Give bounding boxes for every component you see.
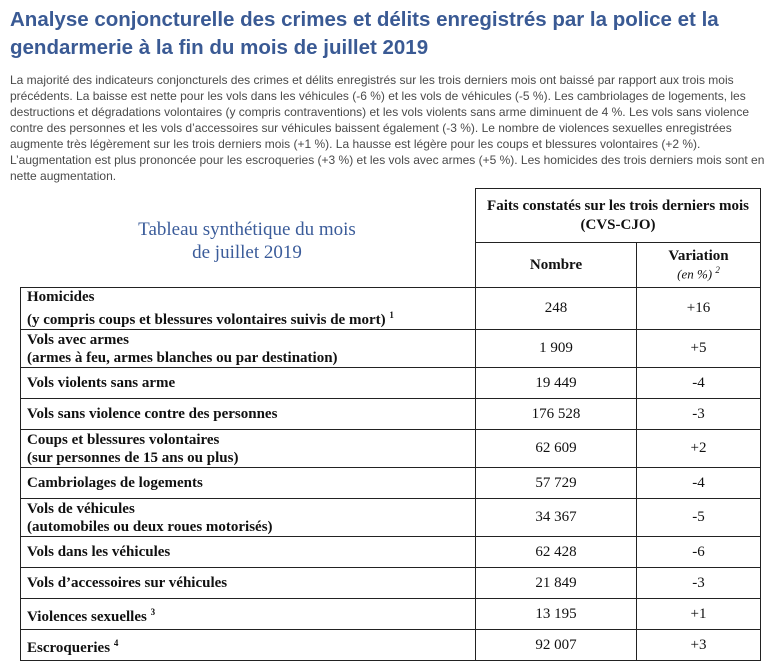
row-count: 21 849 (476, 568, 637, 599)
row-label (21, 430, 476, 468)
row-label-line1: Homicides (27, 289, 95, 305)
table-row (21, 599, 761, 630)
group-header: Faits constatés sur les trois derniers mois (CVS-CJO) (476, 189, 761, 243)
row-label (21, 630, 476, 661)
column-header-count (476, 243, 637, 288)
row-label (21, 288, 476, 330)
row-label (21, 330, 476, 368)
row-label-line1: Vols d’accessoires sur véhicules (27, 575, 228, 591)
row-variation: -3 (637, 399, 761, 430)
row-count: 1 909 (476, 330, 637, 368)
row-count: 57 729 (476, 468, 637, 499)
table-row (21, 399, 761, 430)
table-row (21, 537, 761, 568)
row-label-line1: Vols avec armes (27, 331, 129, 348)
row-label-line1: Violences sexuelles (27, 608, 147, 625)
row-label (21, 468, 476, 499)
row-variation: +2 (637, 430, 761, 468)
row-variation: +5 (637, 330, 761, 368)
row-label (21, 568, 476, 599)
table-caption-line2: de juillet 2019 (192, 242, 302, 263)
row-label (21, 368, 476, 399)
row-count: 62 428 (476, 537, 637, 568)
row-count: 176 528 (476, 399, 637, 430)
row-count: 248 (476, 288, 637, 330)
row-label-line2: (y compris coups et blessures volontaires suivis de mort) (27, 312, 386, 328)
row-label (21, 499, 476, 537)
row-label (21, 399, 476, 430)
column-header-variation-label: Variation (668, 247, 729, 264)
page-title: Analyse conjoncturelle des crimes et délits enregistrés par la police et la gendarmerie à la fin du mois de juillet 2019 (10, 8, 719, 59)
row-count: 34 367 (476, 499, 637, 537)
row-label-line1: Vols sans violence contre des personnes (27, 406, 278, 422)
row-variation: -4 (637, 468, 761, 499)
row-label-line2: (automobiles ou deux roues motorisés) (27, 518, 273, 535)
row-count: 19 449 (476, 368, 637, 399)
row-label-line1: Vols dans les véhicules (27, 544, 171, 560)
row-variation: -3 (637, 568, 761, 599)
variation-unit-text: (en %) (677, 266, 713, 282)
row-label (21, 599, 476, 630)
blank-cell (21, 243, 476, 288)
blank-cell (21, 189, 476, 243)
row-variation: -4 (637, 368, 761, 399)
row-label-line1: Escroqueries (27, 639, 111, 656)
footnote-marker: 2 (715, 264, 720, 275)
row-label-line2: (sur personnes de 15 ans ou plus) (27, 449, 239, 466)
row-variation: -6 (637, 537, 761, 568)
summary-table (20, 188, 761, 661)
table-row (21, 330, 761, 368)
row-count: 92 007 (476, 630, 637, 661)
row-count: 13 195 (476, 599, 637, 630)
table-row (21, 430, 761, 468)
footnote-marker: 3 (150, 606, 156, 617)
row-variation: +16 (637, 288, 761, 330)
row-label-line1: Cambriolages de logements (27, 475, 203, 491)
table-row (21, 368, 761, 399)
footnote-marker: 1 (389, 310, 394, 320)
column-header-variation-unit (643, 265, 754, 282)
table-row (21, 288, 761, 330)
table-caption-line1: Tableau synthétique du mois (138, 219, 356, 240)
column-header-variation (637, 243, 761, 288)
row-variation: +1 (637, 599, 761, 630)
row-label-line1: Vols de véhicules (27, 500, 135, 517)
row-label-line1: Vols violents sans arme (27, 375, 176, 391)
row-count: 62 609 (476, 430, 637, 468)
table-row (21, 499, 761, 537)
row-label-line1: Coups et blessures volontaires (27, 431, 220, 448)
row-label-line2: (armes à feu, armes blanches ou par destination) (27, 349, 338, 366)
column-header-count-label: Nombre (529, 256, 583, 273)
table-row (21, 568, 761, 599)
row-variation: -5 (637, 499, 761, 537)
table-row (21, 630, 761, 661)
intro-paragraph: La majorité des indicateurs conjoncturels des crimes et délits enregistrés sur les trois derniers mois ont baissé par rapport aux trois mois précédents. La baisse est nette pour les vols dans les véhicules (-6 %) et les vols de véhicules (-5 %). Les cambriolages de logements, les destructions et dégradations volontaires (y compris contraventions) et les vols violents sans arme diminuent de 4 %. Les vols sans violence contre des personnes et les vols d’accessoires sur véhicules baissent également (-3 %). Le nombre de violences sexuelles enregistrées augmente très légèrement sur les trois derniers mois (+1 %). La hausse est légère pour les coups et blessures volontaires (+2 %). L’augmentation est plus prononcée pour les escroqueries (+3 %) et les vols avec armes (+5 %). Les homicides des trois derniers mois sont en nette augmentation. (10, 73, 765, 183)
footnote-marker: 4 (113, 637, 119, 648)
table-row (21, 468, 761, 499)
row-label (21, 537, 476, 568)
row-variation: +3 (637, 630, 761, 661)
